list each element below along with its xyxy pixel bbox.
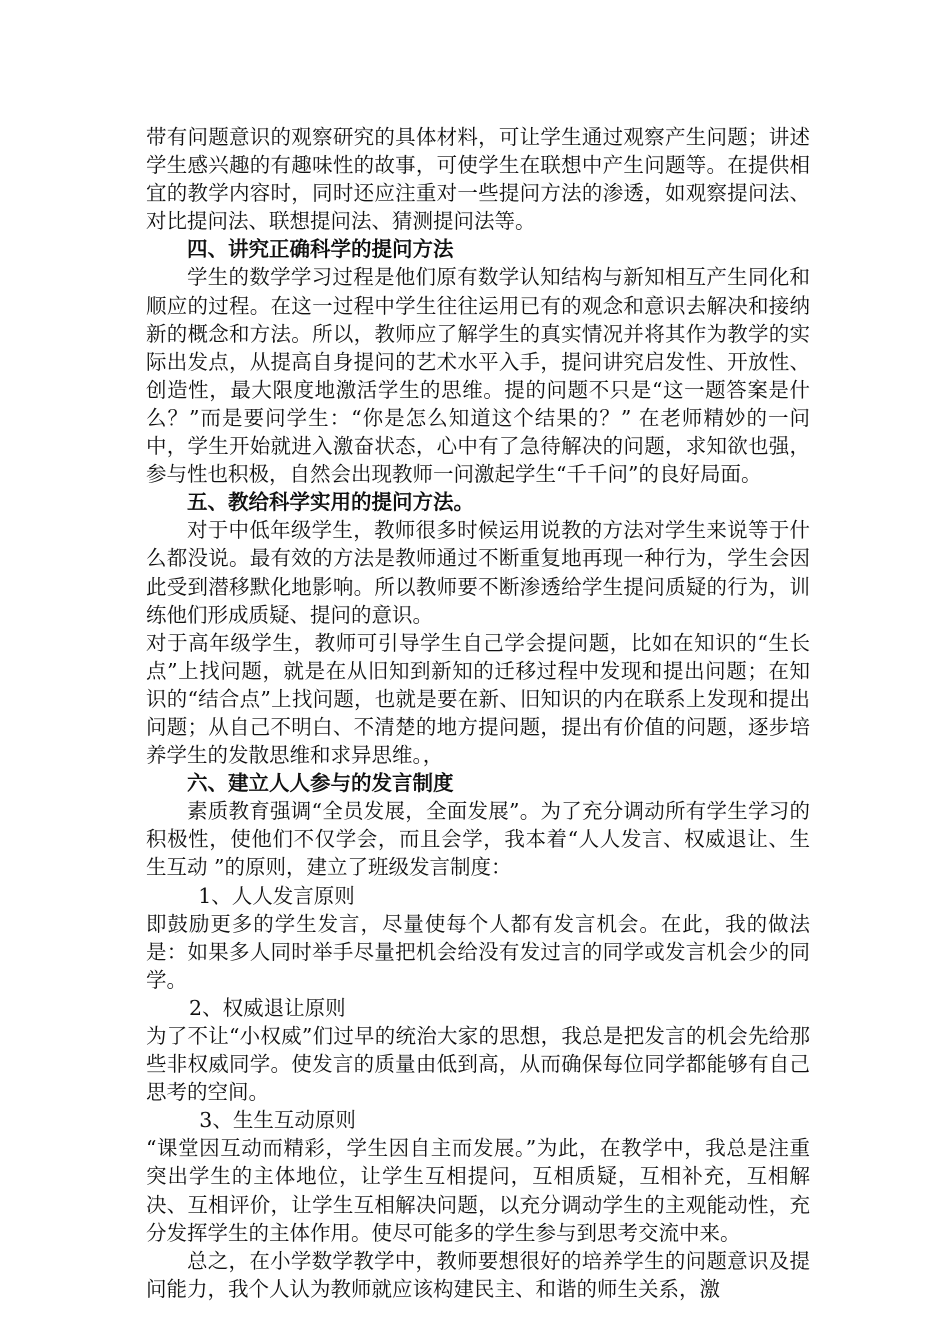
paragraph-section-5-lower-grades: 对于中低年级学生，教师很多时候运用说教的方法对学生来说等于什么都没说。最有效的方法是教师通过不断重复地再现一种行为，学生会因此受到潜移默化地影响。所以教师要不断渗透给学生提问质疑的行为，训练他们形成质疑、提问的意识。 bbox=[146, 518, 810, 627]
section-heading-5: 五、教给科学实用的提问方法。 bbox=[187, 490, 474, 515]
paragraph-principle-2: 为了不让“小权威”们过早的统治大家的思想，我总是把发言的机会先给那些非权威同学。使发言的质量由低到高，从而确保每位同学都能够有自己思考的空间。 bbox=[146, 1024, 810, 1105]
principle-heading-3: 3、生生互动原则 bbox=[199, 1108, 356, 1133]
paragraph-conclusion: 总之，在小学数学教学中，教师要想很好的培养学生的问题意识及提问能力，我个人认为教师就应该构建民主、和谐的师生关系，激 bbox=[146, 1248, 810, 1301]
paragraph-section-5-upper-grades: 对于高年级学生，教师可引导学生自己学会提问题，比如在知识的“生长点”上找问题，就是在从旧知到新知的迁移过程中发现和提出问题；在知识的“结合点”上找问题，也就是要在新、旧知识的内在联系上发现和提出问题；从自己不明白、不清楚的地方提问题，提出有价值的问题，逐步培养学生的发散思维和求异思维。， bbox=[146, 630, 810, 768]
section-heading-4: 四、讲究正确科学的提问方法 bbox=[187, 237, 454, 262]
paragraph-section-6-intro: 素质教育强调“全员发展，全面发展”。为了充分调动所有学生学习的积极性，使他们不仅学会，而且会学，我本着“人人发言、权威退让、生生互动 ”的原则，建立了班级发言制度： bbox=[146, 799, 810, 880]
principle-heading-2: 2、权威退让原则 bbox=[189, 995, 346, 1020]
document-body bbox=[146, 123, 810, 1303]
paragraph-principle-1: 即鼓励更多的学生发言，尽量使每个人都有发言机会。在此，我的做法是：如果多人同时举手尽量把机会给没有发过言的同学或发言机会少的同学。 bbox=[146, 911, 810, 992]
section-heading-6: 六、建立人人参与的发言制度 bbox=[187, 771, 454, 796]
paragraph-intro-continued: 带有问题意识的观察研究的具体材料，可让学生通过观察产生问题；讲述学生感兴趣的有趣味性的故事，可使学生在联想中产生问题等。在提供相宜的教学内容时，同时还应注重对一些提问方法的渗透，如观察提问法、对比提问法、联想提问法、猜测提问法等。 bbox=[146, 125, 810, 234]
paragraph-section-4: 学生的数学学习过程是他们原有数学认知结构与新知相互产生同化和顺应的过程。在这一过程中学生往往运用已有的观念和意识去解决和接纳新的概念和方法。所以，教师应了解学生的真实情况并将其作为教学的实际出发点，从提高自身提问的艺术水平入手，提问讲究启发性、开放性、创造性，最大限度地激活学生的思维。提的问题不只是“这一题答案是什么？”而是要问学生：“你是怎么知道这个结果的？” 在老师精妙的一问中，学生开始就进入激奋状态，心中有了急待解决的问题，求知欲也强，参与性也积极，自然会出现教师一问激起学生“千千问”的良好局面。 bbox=[146, 265, 810, 487]
paragraph-principle-3: “课堂因互动而精彩，学生因自主而发展。”为此，在教学中，我总是注重突出学生的主体地位，让学生互相提问，互相质疑，互相补充，互相解决、互相评价，让学生互相解决问题，以充分调动学生的主观能动性，充分发挥学生的主体作用。使尽可能多的学生参与到思考交流中来。 bbox=[146, 1136, 810, 1245]
principle-heading-1: 1、人人发言原则 bbox=[198, 883, 355, 908]
